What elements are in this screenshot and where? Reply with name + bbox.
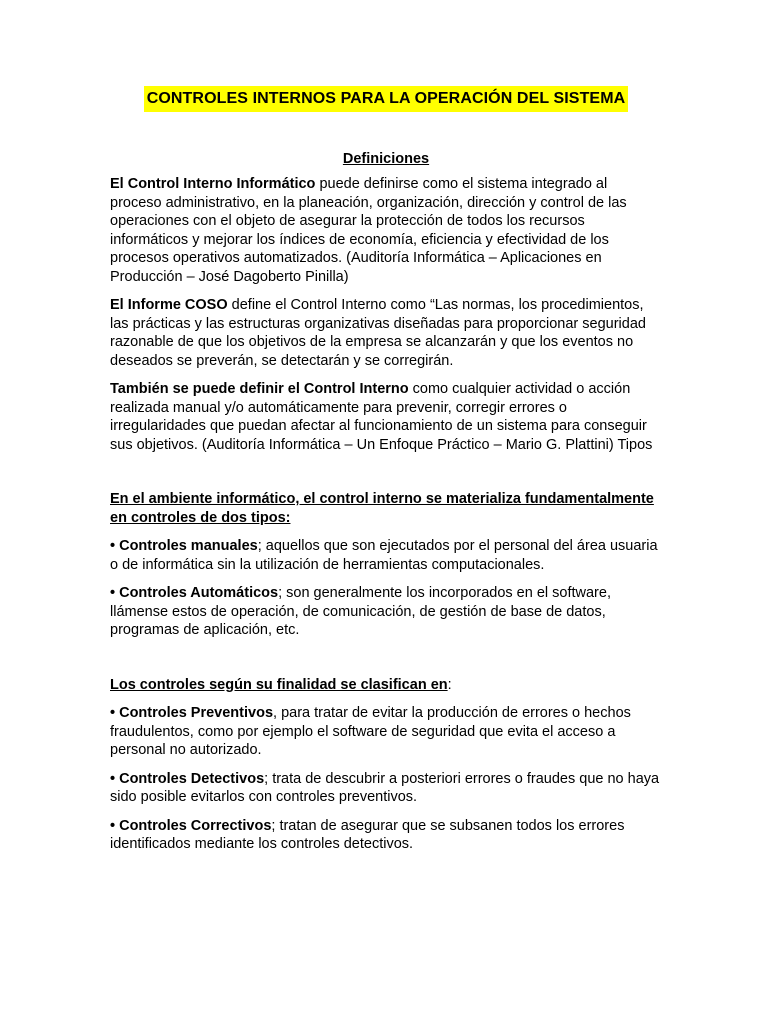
definition-text: define el Control Interno como “Las normas, los procedimientos, las prácticas y las estructuras organizativas diseñadas para proporcionar seguridad razonable de que los objetivos de la empresa se alcanzarán y que los eventos no deseados se preverán, se detectarán y se corregirán. xyxy=(110,297,646,369)
list-item-lead: • Controles Correctivos xyxy=(110,817,272,834)
definition-paragraph xyxy=(110,175,662,286)
definition-text: como cualquier actividad o acción realizada manual y/o automáticamente para prevenir, corregir errores o irregularidades que puedan afectar al funcionamiento de un sistema para conseguir sus objetivos. (Auditoría Informática – Un Enfoque Práctico – Mario G. Plattini) Tipos xyxy=(110,381,653,453)
list-item xyxy=(110,704,662,760)
document-page xyxy=(110,86,662,864)
list-item xyxy=(110,770,662,807)
list-item xyxy=(110,537,662,574)
list-item-text: ; tratan de asegurar que se subsanen todos los errores identificados mediante los controles detectivos. xyxy=(110,817,625,852)
list-item-lead: • Controles Automáticos xyxy=(110,585,279,601)
types-heading: En el ambiente informático, el control interno se materializa fundamentalmente en controles de dos tipos: xyxy=(110,491,654,526)
list-item-text: ; trata de descubrir a posteriori errores o fraudes que no haya sido posible evitarlos con controles preventivos. xyxy=(110,770,660,805)
list-item-text: , para tratar de evitar la producción de errores o hechos fraudulentos, como por ejemplo el software de seguridad que evita el acceso a personal no autorizado. xyxy=(110,705,631,758)
document-title: CONTROLES INTERNOS PARA LA OPERACIÓN DEL SISTEMA xyxy=(144,86,629,112)
definition-lead: El Control Interno Informático xyxy=(110,176,316,192)
title-block xyxy=(110,86,662,112)
definition-paragraph xyxy=(110,380,662,454)
purpose-heading: Los controles según su finalidad se clasifican en xyxy=(110,676,448,693)
spacer xyxy=(110,650,662,676)
list-item-lead: • Controles manuales xyxy=(110,538,258,554)
spacer xyxy=(110,464,662,490)
list-item-text: ; aquellos que son ejecutados por el personal del área usuaria o de informática sin la utilización de herramientas computacionales. xyxy=(110,538,658,573)
purpose-heading-suffix: : xyxy=(447,676,452,693)
definitions-heading: Definiciones xyxy=(342,151,430,167)
purpose-heading-paragraph xyxy=(110,676,662,695)
definition-lead: El Informe COSO xyxy=(110,297,228,313)
types-heading-paragraph xyxy=(110,490,662,527)
list-item xyxy=(110,584,662,640)
definition-lead: También se puede definir el Control Interno xyxy=(110,381,409,397)
list-item-lead: • Controles Detectivos xyxy=(110,770,265,787)
list-item xyxy=(110,817,662,854)
definition-text: puede definirse como el sistema integrado al proceso administrativo, en la planeación, organización, dirección y control de las operaciones con el objeto de asegurar la protección de todos los recursos informáticos y mejorar los índices de economía, eficiencia y efectividad de los procesos operativos automatizados. (Auditoría Informática – Aplicaciones en Producción – José Dagoberto Pinilla) xyxy=(110,176,627,285)
list-item-lead: • Controles Preventivos xyxy=(110,705,274,721)
definition-paragraph xyxy=(110,296,662,370)
list-item-text: ; son generalmente los incorporados en el software, llámense estos de operación, de comunicación, de gestión de base de datos, programas de aplicación, etc. xyxy=(110,585,611,638)
